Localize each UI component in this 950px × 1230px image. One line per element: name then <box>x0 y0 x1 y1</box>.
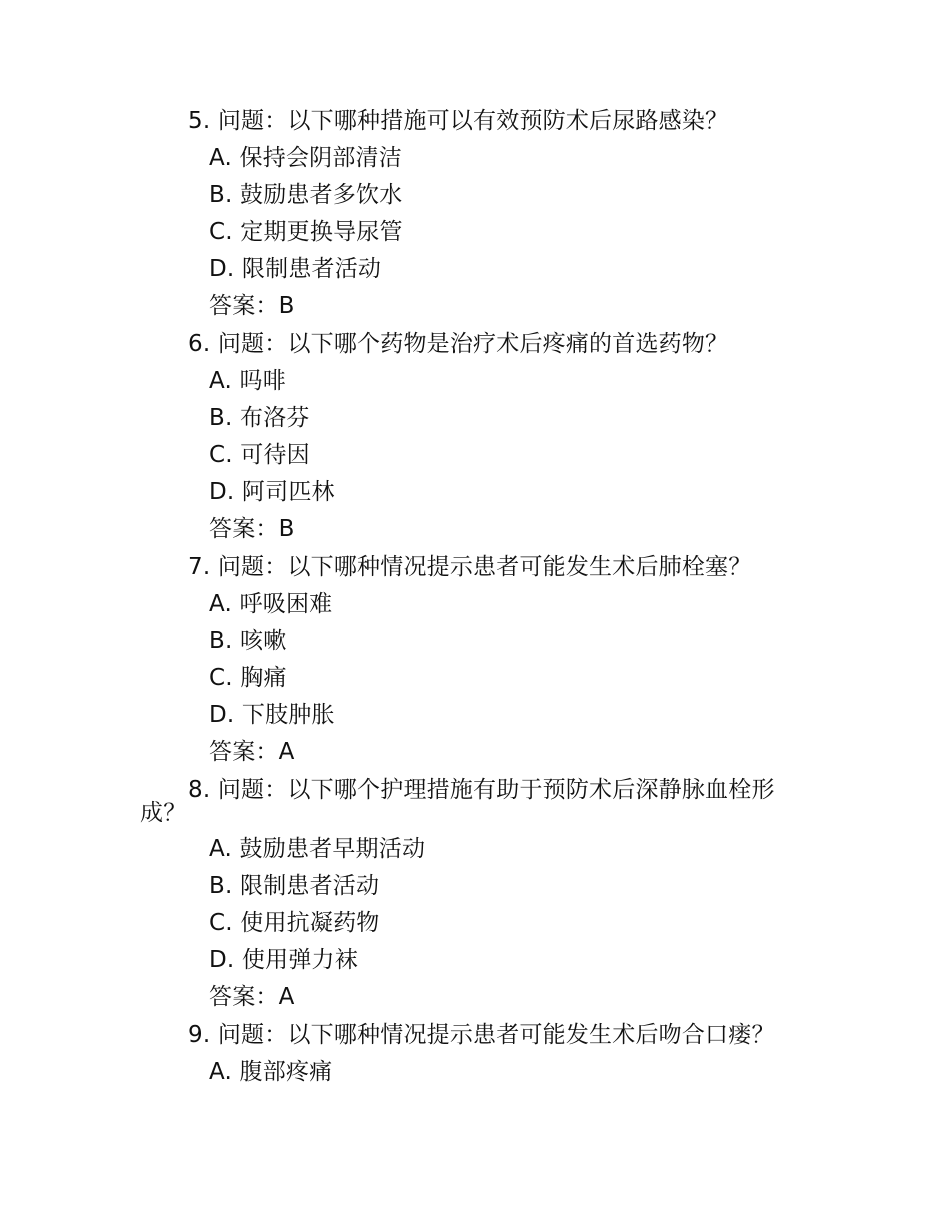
question-5-option-a: A. 保持会阴部清洁 <box>209 145 402 171</box>
question-6-option-a: A. 吗啡 <box>209 368 286 394</box>
question-5: 5. 问题：以下哪种措施可以有效预防术后尿路感染？ <box>188 108 729 134</box>
question-6-answer: 答案：B <box>209 516 295 542</box>
question-7-option-b: B. 咳嗽 <box>209 628 287 654</box>
question-8-option-a: A. 鼓励患者早期活动 <box>209 836 426 862</box>
question-9-option-a: A. 腹部疼痛 <box>209 1059 333 1085</box>
question-6-option-b: B. 布洛芬 <box>209 405 310 431</box>
question-8-continuation: 成？ <box>140 800 187 826</box>
question-6-option-c: C. 可待因 <box>209 442 310 468</box>
question-7-option-d: D. 下肢肿胀 <box>209 702 335 728</box>
question-5-answer: 答案：B <box>209 293 295 319</box>
question-5-option-c: C. 定期更换导尿管 <box>209 219 403 245</box>
question-7-answer: 答案：A <box>209 739 295 765</box>
question-5-option-b: B. 鼓励患者多饮水 <box>209 182 403 208</box>
question-6: 6. 问题：以下哪个药物是治疗术后疼痛的首选药物？ <box>188 331 729 357</box>
question-7-option-a: A. 呼吸困难 <box>209 591 333 617</box>
question-8-answer: 答案：A <box>209 984 295 1010</box>
question-7: 7. 问题：以下哪种情况提示患者可能发生术后肺栓塞？ <box>188 554 752 580</box>
question-5-option-d: D. 限制患者活动 <box>209 256 382 282</box>
question-8: 8. 问题：以下哪个护理措施有助于预防术后深静脉血栓形 <box>188 777 775 803</box>
question-6-option-d: D. 阿司匹林 <box>209 479 335 505</box>
question-8-option-b: B. 限制患者活动 <box>209 873 380 899</box>
question-7-option-c: C. 胸痛 <box>209 665 287 691</box>
question-8-option-d: D. 使用弹力袜 <box>209 947 358 973</box>
question-8-option-c: C. 使用抗凝药物 <box>209 910 380 936</box>
question-9: 9. 问题：以下哪种情况提示患者可能发生术后吻合口瘘？ <box>188 1022 775 1048</box>
